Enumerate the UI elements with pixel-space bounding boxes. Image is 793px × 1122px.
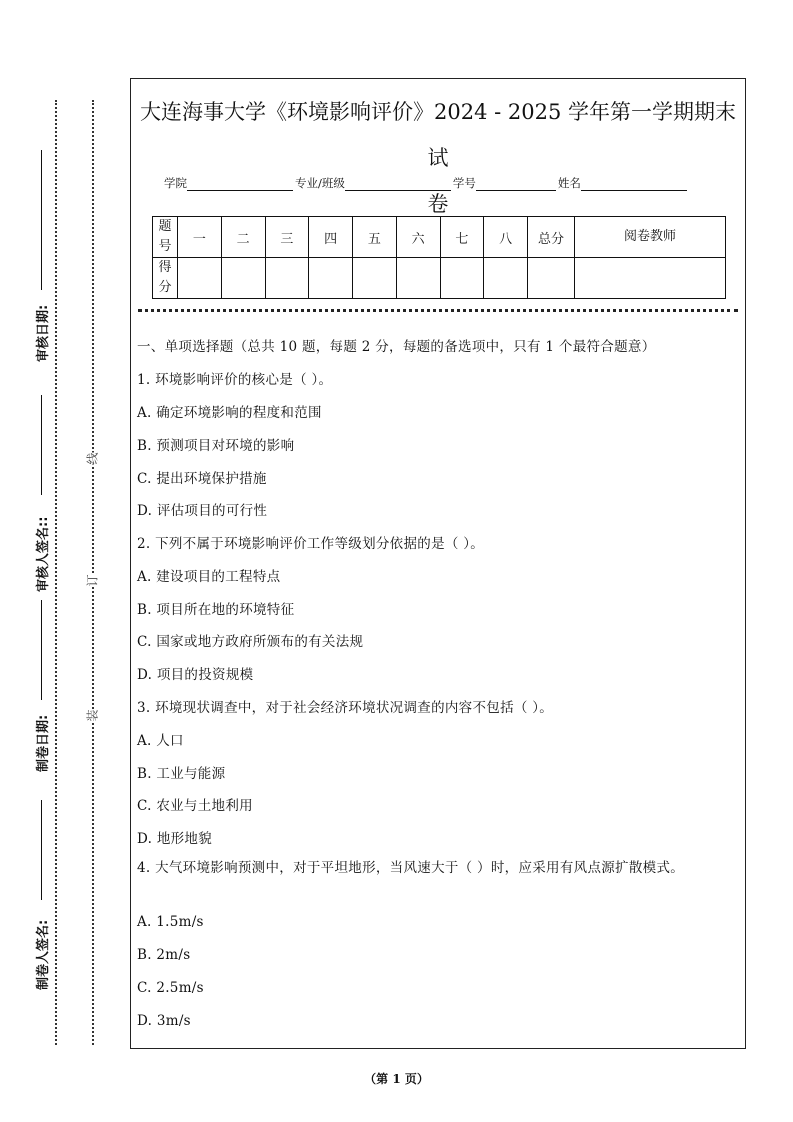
student-info — [164, 175, 689, 191]
college-field[interactable] — [187, 178, 293, 191]
reviewer-sign-label: 审核人签名:: — [36, 516, 51, 592]
question-2: 2. 下列不属于环境影响评价工作等级划分依据的是（ ）。 — [137, 536, 485, 552]
option: A. 1.5m/s — [137, 914, 204, 930]
score-cell[interactable] — [178, 258, 222, 299]
cut-line — [138, 309, 738, 312]
score-cell[interactable] — [309, 258, 353, 299]
review-date-label: 审核日期: — [36, 304, 51, 362]
header-cell: 三 — [265, 217, 309, 258]
option: D. 3m/s — [137, 1013, 191, 1029]
row-label-score: 得分 — [153, 258, 178, 299]
exam-frame — [130, 78, 746, 1049]
title-line-1: 大连海事大学《环境影响评价》2024 - 2025 学年第一学期期末试 — [139, 100, 736, 170]
student-id-label: 学号 — [452, 176, 476, 190]
binding-dotted-line — [92, 100, 94, 1045]
name-label: 姓名 — [557, 176, 581, 190]
name-field[interactable] — [581, 178, 687, 191]
major-field[interactable] — [345, 178, 451, 191]
header-cell: 五 — [353, 217, 397, 258]
review-date-line — [41, 150, 42, 290]
major-label: 专业/班级 — [295, 176, 345, 190]
score-cell[interactable] — [575, 258, 726, 299]
bind-char-bind: 装 — [82, 709, 103, 721]
header-cell: 七 — [440, 217, 484, 258]
option: B. 工业与能源 — [137, 766, 226, 782]
maker-sign-label: 制卷人签名: — [36, 919, 51, 990]
header-cell: 一 — [178, 217, 222, 258]
college-label: 学院 — [164, 176, 187, 190]
option: C. 2.5m/s — [137, 980, 204, 996]
section-heading: 一、单项选择题（总共 10 题，每题 2 分，每题的备选项中，只有 1 个最符合题意） — [137, 339, 656, 355]
score-table — [152, 216, 726, 299]
question-3: 3. 环境现状调查中，对于社会经济环境状况调查的内容不包括（ ）。 — [137, 700, 554, 716]
score-cell[interactable] — [353, 258, 397, 299]
score-cell[interactable] — [440, 258, 484, 299]
score-cell[interactable] — [396, 258, 440, 299]
bind-char-staple: 订 — [82, 574, 103, 586]
bind-char-line: 线 — [82, 452, 103, 464]
option: C. 农业与土地利用 — [137, 798, 253, 814]
header-cell: 八 — [484, 217, 528, 258]
score-cell[interactable] — [484, 258, 528, 299]
option: C. 提出环境保护措施 — [137, 471, 267, 487]
make-date-label: 制卷日期: — [36, 714, 51, 772]
margin-dotted-line — [55, 100, 57, 1045]
row-label-question: 题号 — [153, 217, 178, 258]
score-cell[interactable] — [221, 258, 265, 299]
score-row — [153, 258, 726, 299]
option: A. 人口 — [137, 733, 184, 749]
question-1: 1. 环境影响评价的核心是（ ）。 — [137, 372, 333, 388]
option: A. 建设项目的工程特点 — [137, 569, 281, 585]
score-cell[interactable] — [528, 258, 575, 299]
option: D. 评估项目的可行性 — [137, 503, 268, 519]
score-cell[interactable] — [265, 258, 309, 299]
option: C. 国家或地方政府所颁布的有关法规 — [137, 634, 364, 650]
option: B. 2m/s — [137, 947, 191, 963]
page-number: （第 1 页） — [364, 1072, 429, 1086]
student-id-field[interactable] — [476, 178, 556, 191]
header-cell-grader: 阅卷教师 — [575, 217, 726, 258]
make-date-line — [41, 600, 42, 700]
maker-sign-line — [41, 800, 42, 900]
reviewer-sign-line — [41, 395, 42, 495]
option: B. 预测项目对环境的影响 — [137, 438, 295, 454]
header-row — [153, 217, 726, 258]
header-cell: 六 — [396, 217, 440, 258]
option: D. 地形地貌 — [137, 831, 213, 847]
exam-title — [131, 89, 745, 227]
header-cell-total: 总分 — [528, 217, 575, 258]
option: B. 项目所在地的环境特征 — [137, 602, 295, 618]
option: A. 确定环境影响的程度和范围 — [137, 405, 322, 421]
header-cell: 四 — [309, 217, 353, 258]
title-line-2: 卷 — [427, 192, 449, 216]
question-4: 4. 大气环境影响预测中，对于平坦地形，当风速大于（ ）时，应采用有风点源扩散模式。 — [137, 860, 685, 876]
header-cell: 二 — [221, 217, 265, 258]
option: D. 项目的投资规模 — [137, 667, 254, 683]
